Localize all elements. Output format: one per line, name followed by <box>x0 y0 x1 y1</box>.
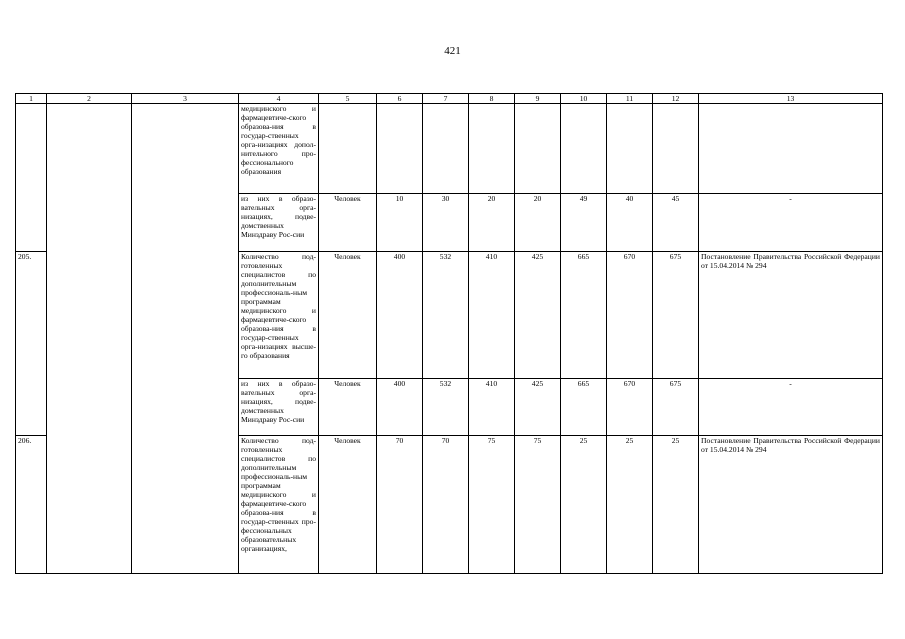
cell-num: 206. <box>16 436 47 574</box>
cell-unit: Человек <box>319 379 377 436</box>
cell-unit <box>319 104 377 194</box>
cell-indicator: Количество под-готовленных специалистов по дополнительным профессиональ-ным программам медицинского и фармацевтиче-ского образова-ния в государ-ственных про-фессиональных образовательных организациях, <box>239 436 319 574</box>
cell-v11: 40 <box>607 194 653 252</box>
col-header-13: 13 <box>699 94 883 104</box>
cell-indicator: из них в образо-вательных орга-низациях, подве-домственных Минздраву Рос-сии <box>239 379 319 436</box>
col-header-9: 9 <box>515 94 561 104</box>
cell-basis: - <box>699 379 883 436</box>
cell-v9: 75 <box>515 436 561 574</box>
cell-basis <box>699 104 883 194</box>
cell-v11 <box>607 104 653 194</box>
cell-v12: 675 <box>653 252 699 379</box>
data-table <box>15 93 883 574</box>
cell-v11: 670 <box>607 379 653 436</box>
cell-v12: 25 <box>653 436 699 574</box>
cell-v9: 425 <box>515 252 561 379</box>
col-header-8: 8 <box>469 94 515 104</box>
cell-v9: 425 <box>515 379 561 436</box>
cell-v6: 400 <box>377 252 423 379</box>
cell-v8: 75 <box>469 436 515 574</box>
cell-v6: 10 <box>377 194 423 252</box>
cell-v10: 665 <box>561 252 607 379</box>
cell-v7: 532 <box>423 379 469 436</box>
cell-indicator: из них в образо-вательных орга-низациях, подве-домственных Минздраву Рос-сии <box>239 194 319 252</box>
cell-num: 205. <box>16 252 47 436</box>
cell-v8: 410 <box>469 252 515 379</box>
cell-basis: - <box>699 194 883 252</box>
page-number: 421 <box>444 45 461 57</box>
col-header-11: 11 <box>607 94 653 104</box>
col-header-10: 10 <box>561 94 607 104</box>
cell-v9: 20 <box>515 194 561 252</box>
cell-v9 <box>515 104 561 194</box>
cell-v6 <box>377 104 423 194</box>
cell-v11: 670 <box>607 252 653 379</box>
cell-num <box>16 104 47 252</box>
cell-unit: Человек <box>319 194 377 252</box>
cell-v6: 400 <box>377 379 423 436</box>
cell-basis: Постановление Правительства Российской Федерации от 15.04.2014 № 294 <box>699 252 883 379</box>
col-header-3: 3 <box>132 94 239 104</box>
cell-v10: 25 <box>561 436 607 574</box>
cell-v10: 665 <box>561 379 607 436</box>
cell-unit: Человек <box>319 436 377 574</box>
cell-v6: 70 <box>377 436 423 574</box>
cell-v8: 410 <box>469 379 515 436</box>
col-header-12: 12 <box>653 94 699 104</box>
cell-v7: 532 <box>423 252 469 379</box>
cell-v8: 20 <box>469 194 515 252</box>
col-header-1: 1 <box>16 94 47 104</box>
cell-col3 <box>132 104 239 574</box>
col-header-5: 5 <box>319 94 377 104</box>
cell-v10 <box>561 104 607 194</box>
cell-basis: Постановление Правительства Российской Федерации от 15.04.2014 № 294 <box>699 436 883 574</box>
cell-v10: 49 <box>561 194 607 252</box>
cell-indicator: медицинского и фармацевтиче-ского образова-ния в государ-ственных орга-низациях допол-нительного про-фессионального образования <box>239 104 319 194</box>
col-header-2: 2 <box>47 94 132 104</box>
cell-indicator: Количество под-готовленных специалистов по дополнительным профессиональ-ным программам медицинского и фармацевтиче-ского образова-ния в государ-ственных орга-низациях высше-го образования <box>239 252 319 379</box>
col-header-4: 4 <box>239 94 319 104</box>
header-row <box>16 94 883 104</box>
cell-v11: 25 <box>607 436 653 574</box>
cell-v12 <box>653 104 699 194</box>
cell-v7: 70 <box>423 436 469 574</box>
cell-v7: 30 <box>423 194 469 252</box>
cell-v12: 675 <box>653 379 699 436</box>
cell-col2 <box>47 104 132 574</box>
cell-v8 <box>469 104 515 194</box>
cell-unit: Человек <box>319 252 377 379</box>
cell-v7 <box>423 104 469 194</box>
col-header-6: 6 <box>377 94 423 104</box>
table-row <box>16 104 883 194</box>
cell-v12: 45 <box>653 194 699 252</box>
col-header-7: 7 <box>423 94 469 104</box>
